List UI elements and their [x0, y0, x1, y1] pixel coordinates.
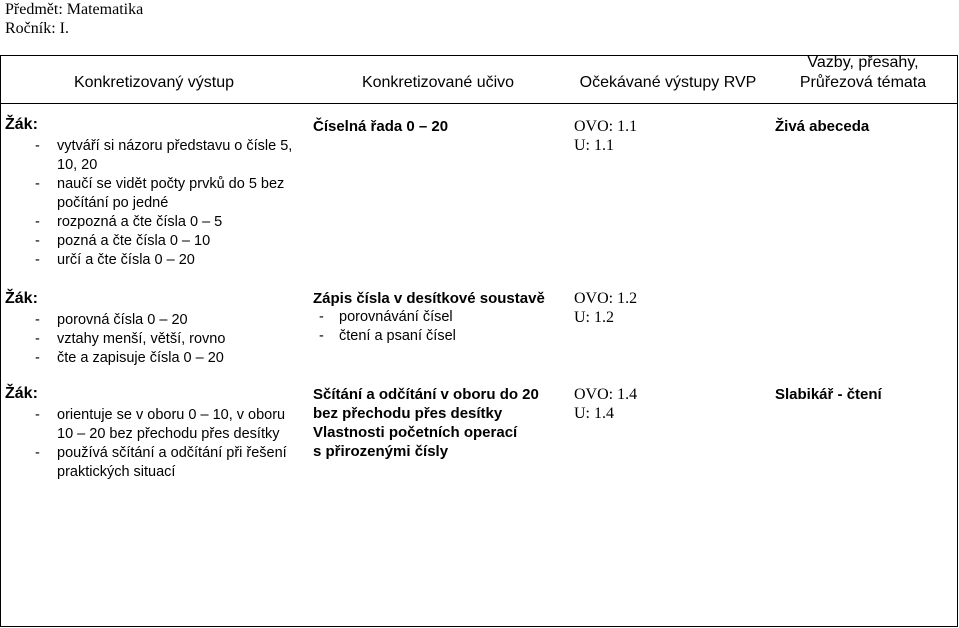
row3-rvp [574, 385, 764, 423]
row2-content [313, 289, 563, 346]
row2-u: U: 1.2 [574, 309, 614, 326]
row1-rvp [574, 117, 764, 155]
row3-content-line: Vlastnosti početních operací [313, 424, 518, 441]
header-vazby: Vazby, přesahy, Průřezová témata [799, 54, 927, 91]
row1-zak-label: Žák: [5, 116, 38, 133]
header-output: Konkretizovaný výstup [73, 74, 235, 91]
row2-rvp [574, 289, 764, 327]
row3-content-line: Sčítání a odčítání v oboru do 20 [313, 386, 539, 403]
row2-content-list [313, 308, 563, 346]
header-rvp: Očekávané výstupy RVP [579, 74, 757, 91]
row3-content [313, 385, 563, 461]
grade-label: Ročník: I. [5, 20, 69, 37]
row2-zak-label: Žák: [5, 290, 38, 307]
list-item: - vytváří si názoru představu o čísle 5, 10, 20 [5, 137, 305, 175]
list-item: - naučí se vidět počty prvků do 5 bez počítání po jedné [5, 175, 305, 213]
row3-output-list [5, 406, 305, 482]
row3-u: U: 1.4 [574, 405, 614, 422]
list-item: - čtení a psaní čísel [313, 327, 563, 346]
row3-ovo: OVO: 1.4 [574, 386, 638, 403]
row3-zak-label: Žák: [5, 385, 38, 402]
document-meta [5, 0, 143, 38]
row1-content-title: Číselná řada 0 – 20 [313, 118, 449, 135]
list-item: - rozpozná a čte čísla 0 – 5 [5, 213, 305, 232]
list-item: - orientuje se v oboru 0 – 10, v oboru 10 – 20 bez přechodu přes desítky [5, 406, 305, 444]
list-item: - porovnávání čísel [313, 308, 563, 327]
row2-output [5, 289, 305, 368]
row1-ovo: OVO: 1.1 [574, 118, 638, 135]
row3-output [5, 384, 305, 482]
list-item: - pozná a čte čísla 0 – 10 [5, 232, 305, 251]
row1-u: U: 1.1 [574, 137, 614, 154]
table-border-left [0, 55, 1, 627]
header-content: Konkretizované učivo [361, 74, 515, 91]
row2-output-list [5, 311, 305, 368]
list-item: - používá sčítání a odčítání při řešení praktických situací [5, 444, 305, 482]
subject-label: Předmět: Matematika [5, 1, 144, 18]
header-divider [0, 103, 958, 104]
row2-ovo: OVO: 1.2 [574, 290, 638, 307]
row3-content-line: bez přechodu přes desítky [313, 405, 503, 422]
list-item: - čte a zapisuje čísla 0 – 20 [5, 349, 305, 368]
row3-vazby: Slabikář - čtení [775, 386, 882, 403]
list-item: - určí a čte čísla 0 – 20 [5, 251, 305, 270]
row1-vazby: Živá abeceda [775, 118, 870, 135]
row2-content-title: Zápis čísla v desítkové soustavě [313, 290, 545, 307]
list-item: - vztahy menší, větší, rovno [5, 330, 305, 349]
row3-content-line: s přirozenými čísly [313, 443, 449, 460]
row1-output-list [5, 137, 305, 270]
row1-output [5, 115, 305, 270]
list-item: - porovná čísla 0 – 20 [5, 311, 305, 330]
table-border-right [957, 55, 958, 627]
